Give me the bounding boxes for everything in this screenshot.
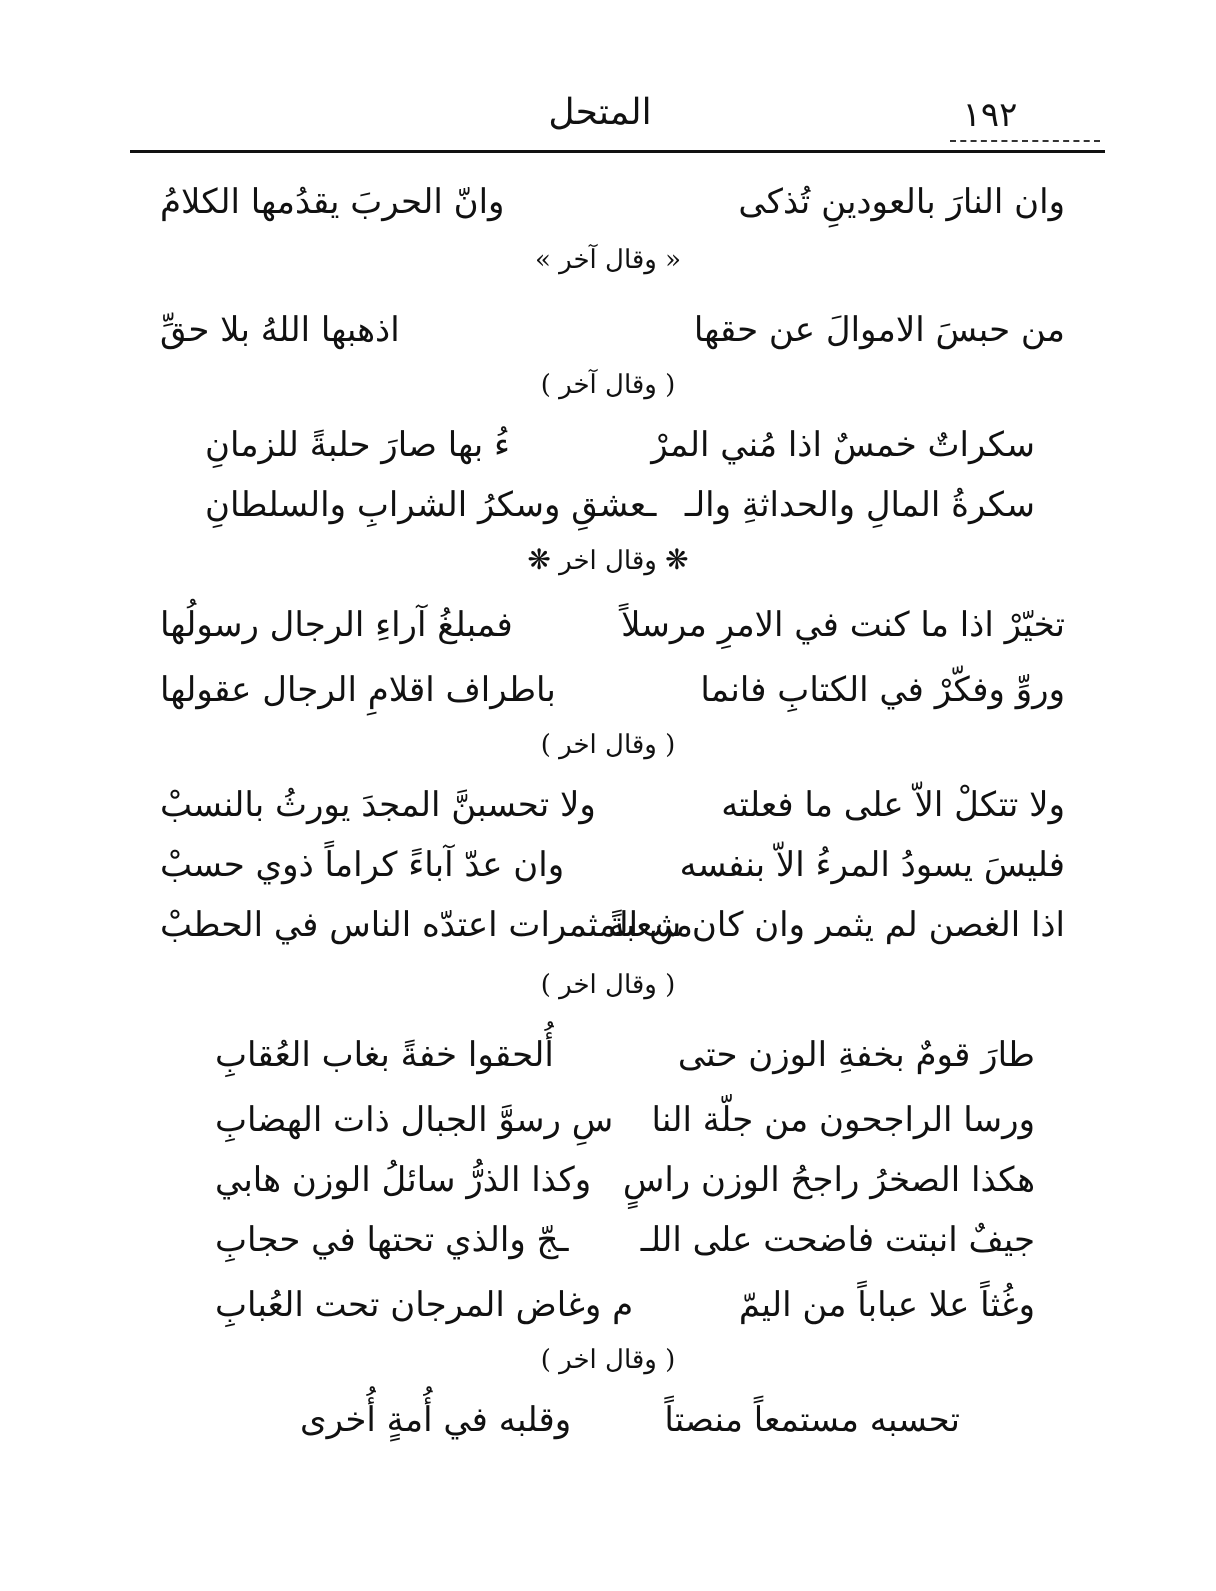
verse-line <box>215 1275 1035 1335</box>
first-hemistich: وان النارَ بالعودينِ تُذكى <box>738 182 1065 222</box>
page-title: المتحل <box>548 92 652 133</box>
heading-text: وقال اخر <box>550 546 666 576</box>
first-hemistich: جيفٌ انبتت فاضحت على اللـ <box>640 1220 1035 1260</box>
verse-line <box>215 1210 1035 1270</box>
second-hemistich: وان عدّ آباءً كراماً ذوي حسبْ <box>160 845 565 885</box>
verse-line <box>160 300 1065 360</box>
verse-line <box>215 1150 1035 1210</box>
page-number: ١٩٢ <box>962 95 1018 135</box>
first-hemistich: ولا تتكلْ الاّ على ما فعلته <box>721 785 1065 825</box>
verse-line <box>205 415 1035 475</box>
header-rule <box>130 150 1105 153</box>
first-hemistich: تخيّرْ اذا ما كنت في الامرِ مرسلاً <box>621 605 1065 645</box>
second-hemistich: اذهبها اللهُ بلا حقِّ <box>160 310 400 350</box>
second-hemistich: ـعشقِ وسكرُ الشرابِ والسلطانِ <box>205 485 657 525</box>
second-hemistich: سِ رسوَّ الجبال ذات الهضابِ <box>215 1100 614 1140</box>
first-hemistich: وغُثاً علا عباباً من اليمّ <box>738 1285 1035 1325</box>
verse-line <box>160 595 1065 655</box>
verse-line <box>215 1025 1035 1085</box>
second-hemistich: فمبلغُ آراءِ الرجال رسولُها <box>160 605 513 645</box>
second-hemistich: م وغاض المرجان تحت العُبابِ <box>215 1285 634 1325</box>
first-hemistich: ورسا الراجحون من جلّة النا <box>651 1100 1035 1140</box>
section-heading: « وقال آخر » <box>534 245 682 275</box>
verse-line <box>205 475 1035 535</box>
second-hemistich: ـجّ والذي تحتها في حجابِ <box>215 1220 569 1260</box>
first-hemistich: وروِّ وفكّرْ في الكتابِ فانما <box>700 670 1065 710</box>
first-hemistich: فليسَ يسودُ المرءُ الاّ بنفسه <box>679 845 1065 885</box>
first-hemistich: هكذا الصخرُ راجحُ الوزن راسٍ <box>622 1160 1035 1200</box>
verse-line <box>300 1390 960 1450</box>
section-heading <box>0 540 1216 581</box>
verse-line <box>160 775 1065 835</box>
verse-line <box>215 1090 1035 1150</box>
second-hemistich: وكذا الذرُّ سائلُ الوزن هابي <box>215 1160 592 1200</box>
verse-line <box>160 660 1065 720</box>
first-hemistich: من حبسَ الاموالَ عن حقها <box>693 310 1065 350</box>
ornament-icon: ❋ <box>527 543 551 576</box>
second-hemistich: ءُ بها صارَ حلبةً للزمانِ <box>205 425 511 465</box>
section-heading: ( وقال آخر ) <box>540 370 676 400</box>
first-hemistich: تحسبه مستمعاً منصتاً <box>664 1400 960 1440</box>
first-hemistich: اذا الغصن لم يثمر وان كان شعبةً <box>607 905 1065 945</box>
second-hemistich: ولا تحسبنَّ المجدَ يورثُ بالنسبْ <box>160 785 596 825</box>
first-hemistich: طارَ قومٌ بخفةِ الوزن حتى <box>677 1035 1035 1075</box>
section-heading: ( وقال اخر ) <box>540 730 676 760</box>
second-hemistich: باطراف اقلامِ الرجال عقولها <box>160 670 556 710</box>
verse-line <box>160 835 1065 895</box>
section-heading: ( وقال اخر ) <box>540 970 676 1000</box>
section-heading: ( وقال اخر ) <box>540 1345 676 1375</box>
first-hemistich: سكرةُ المالِ والحداثةِ والـ <box>684 485 1035 525</box>
ornament-icon: ❋ <box>665 543 689 576</box>
second-hemistich: أُلحقوا خفةً بغاب العُقابِ <box>215 1035 554 1075</box>
second-hemistich: وانّ الحربَ يقدُمها الكلامُ <box>160 182 505 222</box>
second-hemistich: وقلبه في أُمةٍ أُخرى <box>300 1400 572 1440</box>
verse-line <box>160 172 1065 232</box>
header-rule-dashed <box>950 140 1100 142</box>
second-hemistich: من المثمرات اعتدّه الناس في الحطبْ <box>160 905 693 945</box>
first-hemistich: سكراتٌ خمسٌ اذا مُني المرْ <box>651 425 1035 465</box>
verse-line <box>160 895 1065 955</box>
